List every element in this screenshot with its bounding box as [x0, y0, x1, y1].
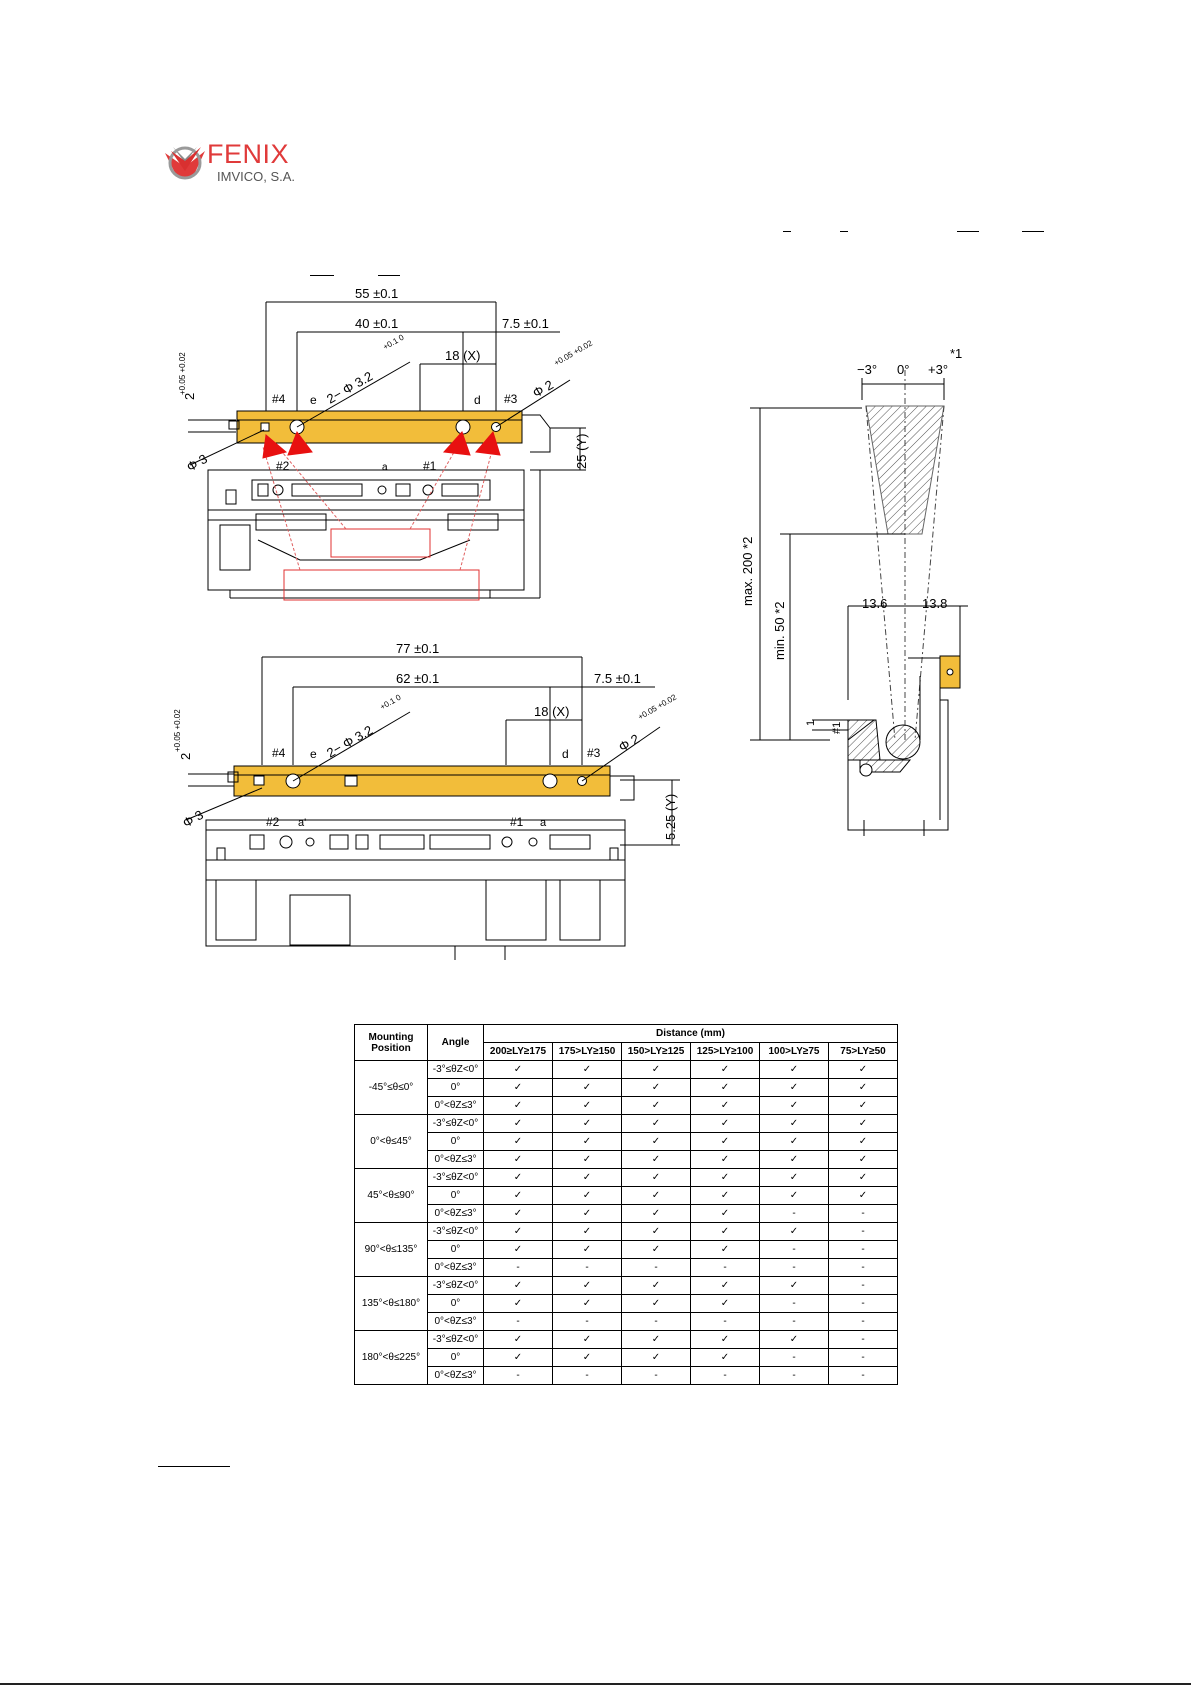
- cell-value: -: [760, 1349, 829, 1367]
- cell-angle: 0°: [428, 1241, 484, 1259]
- cell-value: ✓: [691, 1151, 760, 1169]
- cell-value: ✓: [622, 1187, 691, 1205]
- cell-value: -: [484, 1259, 553, 1277]
- cell-value: ✓: [484, 1187, 553, 1205]
- cell-value: ✓: [691, 1241, 760, 1259]
- dim-40: 40 ±0.1: [355, 316, 399, 331]
- hole-2: Φ 2: [530, 376, 556, 401]
- cell-value: -: [760, 1205, 829, 1223]
- cell-value: -: [760, 1259, 829, 1277]
- cell-value: ✓: [484, 1205, 553, 1223]
- angle-zero: 0°: [897, 362, 910, 377]
- cell-value: -: [691, 1367, 760, 1385]
- cell-value: -: [691, 1313, 760, 1331]
- label-hash2: #2: [276, 459, 290, 473]
- cell-angle: 0°: [428, 1295, 484, 1313]
- cell-value: ✓: [760, 1079, 829, 1097]
- table-row: [355, 1133, 898, 1151]
- cell-value: ✓: [553, 1061, 622, 1079]
- cell-value: ✓: [760, 1115, 829, 1133]
- cell-value: ✓: [622, 1349, 691, 1367]
- header-distance-col: 200≥LY≥175: [484, 1043, 553, 1061]
- cell-value: ✓: [622, 1223, 691, 1241]
- cell-value: -: [829, 1259, 898, 1277]
- table-row: [355, 1367, 898, 1385]
- cell-value: -: [691, 1259, 760, 1277]
- header-angle: Angle: [428, 1025, 484, 1061]
- cell-mounting-position: 90°<θ≤135°: [355, 1223, 428, 1277]
- table-row: [355, 1277, 898, 1295]
- cell-value: ✓: [691, 1187, 760, 1205]
- cell-value: ✓: [484, 1097, 553, 1115]
- label-hash1: #1: [423, 459, 437, 473]
- table-row: [355, 1187, 898, 1205]
- cell-value: ✓: [553, 1151, 622, 1169]
- cell-angle: 0°: [428, 1349, 484, 1367]
- cell-value: -: [484, 1367, 553, 1385]
- dim-max200: max. 200 *2: [740, 536, 755, 606]
- table-row: [355, 1295, 898, 1313]
- cell-value: ✓: [484, 1079, 553, 1097]
- cell-value: ✓: [484, 1349, 553, 1367]
- cell-value: ✓: [484, 1331, 553, 1349]
- cell-mounting-position: 180°<θ≤225°: [355, 1331, 428, 1385]
- label-e: e: [310, 393, 317, 407]
- label-a-prime: a': [298, 817, 307, 829]
- cell-angle: -3°≤θZ<0°: [428, 1169, 484, 1187]
- cell-value: -: [829, 1223, 898, 1241]
- mounting-distance-table: [354, 1024, 898, 1385]
- cell-value: ✓: [622, 1331, 691, 1349]
- header-distance: Distance (mm): [484, 1025, 898, 1043]
- cell-value: ✓: [553, 1115, 622, 1133]
- cell-angle: 0°<θZ≤3°: [428, 1097, 484, 1115]
- cell-value: -: [829, 1205, 898, 1223]
- dim-13-6: 13.6: [862, 596, 888, 611]
- cell-value: ✓: [553, 1223, 622, 1241]
- side-tol: +0.05 +0.02: [178, 352, 187, 395]
- table-row: [355, 1169, 898, 1187]
- cell-value: ✓: [829, 1097, 898, 1115]
- cell-value: ✓: [760, 1169, 829, 1187]
- cell-value: ✓: [553, 1331, 622, 1349]
- cell-value: ✓: [484, 1241, 553, 1259]
- angle-pos3: +3°: [928, 362, 949, 377]
- cell-angle: -3°≤θZ<0°: [428, 1223, 484, 1241]
- cell-angle: -3°≤θZ<0°: [428, 1115, 484, 1133]
- cell-angle: 0°<θZ≤3°: [428, 1259, 484, 1277]
- cell-value: ✓: [829, 1187, 898, 1205]
- dim-min50: min. 50 *2: [772, 601, 787, 660]
- logo-title: FENIX: [207, 139, 290, 169]
- cell-value: ✓: [691, 1277, 760, 1295]
- cell-value: ✓: [553, 1133, 622, 1151]
- cell-value: -: [760, 1295, 829, 1313]
- cell-value: ✓: [484, 1151, 553, 1169]
- cell-angle: 0°<θZ≤3°: [428, 1313, 484, 1331]
- cell-value: -: [622, 1313, 691, 1331]
- cell-value: ✓: [622, 1169, 691, 1187]
- dim-62: 62 ±0.1: [396, 671, 440, 686]
- cell-value: ✓: [691, 1223, 760, 1241]
- cell-value: ✓: [553, 1097, 622, 1115]
- cell-value: ✓: [553, 1349, 622, 1367]
- cell-mounting-position: -45°≤θ≤0°: [355, 1061, 428, 1115]
- cell-value: -: [760, 1313, 829, 1331]
- cell-value: ✓: [691, 1349, 760, 1367]
- header-distance-col: 100>LY≥75: [760, 1043, 829, 1061]
- cell-value: ✓: [484, 1223, 553, 1241]
- hole-2-tol: +0.05 +0.02: [552, 338, 594, 368]
- cell-value: ✓: [760, 1187, 829, 1205]
- cell-value: ✓: [553, 1277, 622, 1295]
- dim-one: 1: [805, 719, 817, 726]
- label-a-b: a: [540, 817, 547, 829]
- cell-value: -: [553, 1313, 622, 1331]
- cell-value: -: [829, 1331, 898, 1349]
- side-2-b: 2: [178, 752, 193, 760]
- cell-value: ✓: [760, 1277, 829, 1295]
- cell-angle: 0°<θZ≤3°: [428, 1367, 484, 1385]
- cell-value: ✓: [691, 1169, 760, 1187]
- label-d: d: [474, 393, 481, 407]
- label-hash4: #4: [272, 392, 286, 406]
- cell-value: ✓: [484, 1061, 553, 1079]
- header-mounting-position: Mounting Position: [355, 1025, 428, 1061]
- hole-2-tol-b: +0.05 +0.02: [636, 692, 678, 722]
- cell-value: -: [553, 1367, 622, 1385]
- hole-3-2-tol: +0.1 0: [381, 332, 406, 352]
- cell-angle: 0°: [428, 1079, 484, 1097]
- label-e-b: e: [310, 747, 317, 761]
- hole-3-2-tol-b: +0.1 0: [378, 692, 403, 712]
- table-row: [355, 1331, 898, 1349]
- header-distance-col: 150>LY≥125: [622, 1043, 691, 1061]
- label-hash3-b: #3: [587, 746, 601, 760]
- hole-3-2-b: 2− Φ 3.2: [324, 722, 376, 761]
- cell-value: ✓: [622, 1133, 691, 1151]
- cell-value: -: [829, 1277, 898, 1295]
- table-row: [355, 1313, 898, 1331]
- side-tol-b: +0.05 +0.02: [173, 709, 182, 752]
- cell-value: -: [760, 1241, 829, 1259]
- label-hash4-b: #4: [272, 746, 286, 760]
- cell-value: ✓: [760, 1223, 829, 1241]
- cell-value: ✓: [691, 1133, 760, 1151]
- header-distance-col: 125>LY≥100: [691, 1043, 760, 1061]
- cell-value: ✓: [622, 1097, 691, 1115]
- cell-value: -: [829, 1241, 898, 1259]
- cell-value: ✓: [622, 1241, 691, 1259]
- cell-value: -: [829, 1367, 898, 1385]
- cell-value: ✓: [484, 1133, 553, 1151]
- dim-18x: 18 (X): [445, 348, 481, 363]
- cell-value: -: [622, 1367, 691, 1385]
- table-row: [355, 1205, 898, 1223]
- dim-7-5: 7.5 ±0.1: [502, 316, 549, 331]
- cell-value: ✓: [691, 1115, 760, 1133]
- label-hash1-side: #1: [831, 721, 843, 734]
- dim-55: 55 ±0.1: [355, 286, 399, 301]
- cell-value: ✓: [553, 1169, 622, 1187]
- cell-value: ✓: [829, 1169, 898, 1187]
- cell-mounting-position: 0°<θ≤45°: [355, 1115, 428, 1169]
- cell-value: ✓: [691, 1097, 760, 1115]
- cell-value: ✓: [484, 1169, 553, 1187]
- cell-value: ✓: [622, 1151, 691, 1169]
- dim-525y: 5.25 (Y): [663, 793, 678, 840]
- label-hash3: #3: [504, 392, 518, 406]
- cell-value: ✓: [484, 1295, 553, 1313]
- cell-value: ✓: [622, 1295, 691, 1313]
- bottom-assembly-drawing: [186, 657, 680, 960]
- cell-value: -: [829, 1295, 898, 1313]
- dim-18x-b: 18 (X): [534, 704, 570, 719]
- cell-value: ✓: [760, 1097, 829, 1115]
- cell-value: ✓: [622, 1115, 691, 1133]
- cell-value: ✓: [622, 1079, 691, 1097]
- cell-angle: -3°≤θZ<0°: [428, 1277, 484, 1295]
- label-d-b: d: [562, 747, 569, 761]
- label-hash2-b: #2: [266, 815, 280, 829]
- cell-value: ✓: [622, 1061, 691, 1079]
- cell-angle: -3°≤θZ<0°: [428, 1061, 484, 1079]
- cell-value: ✓: [691, 1295, 760, 1313]
- cell-mounting-position: 45°<θ≤90°: [355, 1169, 428, 1223]
- table-row: [355, 1223, 898, 1241]
- dim-7-5-b: 7.5 ±0.1: [594, 671, 641, 686]
- cell-angle: 0°: [428, 1133, 484, 1151]
- cell-value: ✓: [760, 1151, 829, 1169]
- cell-value: ✓: [553, 1295, 622, 1313]
- cell-value: ✓: [553, 1079, 622, 1097]
- cell-angle: 0°<θZ≤3°: [428, 1151, 484, 1169]
- hole-2-b: Φ 2: [616, 730, 642, 755]
- cell-value: ✓: [691, 1331, 760, 1349]
- note-star1: *1: [950, 346, 963, 361]
- cell-value: ✓: [553, 1241, 622, 1259]
- table-row: [355, 1097, 898, 1115]
- side-2: 2: [182, 392, 197, 400]
- cell-value: ✓: [553, 1187, 622, 1205]
- cell-value: ✓: [691, 1079, 760, 1097]
- table-row: [355, 1061, 898, 1079]
- cell-value: ✓: [622, 1277, 691, 1295]
- cell-value: ✓: [829, 1151, 898, 1169]
- dim-77: 77 ±0.1: [396, 641, 440, 656]
- hole-3-2: 2− Φ 3.2: [324, 368, 376, 407]
- header-distance-col: 175>LY≥150: [553, 1043, 622, 1061]
- cell-value: -: [829, 1313, 898, 1331]
- cell-angle: -3°≤θZ<0°: [428, 1331, 484, 1349]
- table-row: [355, 1349, 898, 1367]
- phi-3: Φ 3: [184, 450, 210, 475]
- cell-value: -: [484, 1313, 553, 1331]
- cell-value: ✓: [829, 1133, 898, 1151]
- cell-value: ✓: [760, 1331, 829, 1349]
- phi-3-b: Φ 3: [180, 806, 206, 831]
- cell-value: -: [553, 1259, 622, 1277]
- label-a: a: [382, 462, 388, 473]
- table-row: [355, 1079, 898, 1097]
- cell-value: ✓: [760, 1133, 829, 1151]
- cell-value: ✓: [691, 1061, 760, 1079]
- cell-value: ✓: [760, 1061, 829, 1079]
- angle-neg3: −3°: [857, 362, 878, 377]
- cell-mounting-position: 135°<θ≤180°: [355, 1277, 428, 1331]
- cell-value: -: [829, 1349, 898, 1367]
- table-row: [355, 1259, 898, 1277]
- table-row: [355, 1151, 898, 1169]
- cell-angle: 0°: [428, 1187, 484, 1205]
- cell-value: ✓: [484, 1115, 553, 1133]
- cell-value: ✓: [829, 1079, 898, 1097]
- footnote-rule: [158, 1466, 230, 1467]
- cell-value: ✓: [484, 1277, 553, 1295]
- cell-value: ✓: [622, 1205, 691, 1223]
- cell-value: -: [760, 1367, 829, 1385]
- logo-subtitle: IMVICO, S.A.: [217, 169, 296, 184]
- cell-value: ✓: [553, 1205, 622, 1223]
- header-distance-col: 75>LY≥50: [829, 1043, 898, 1061]
- table-row: [355, 1115, 898, 1133]
- cell-angle: 0°<θZ≤3°: [428, 1205, 484, 1223]
- cell-value: ✓: [829, 1115, 898, 1133]
- cell-value: ✓: [691, 1205, 760, 1223]
- dim-25y: 25 (Y): [574, 433, 589, 469]
- cell-value: -: [622, 1259, 691, 1277]
- cell-value: ✓: [829, 1061, 898, 1079]
- table-row: [355, 1241, 898, 1259]
- dim-13-8: 13.8: [922, 596, 948, 611]
- label-hash1-b: #1: [510, 815, 524, 829]
